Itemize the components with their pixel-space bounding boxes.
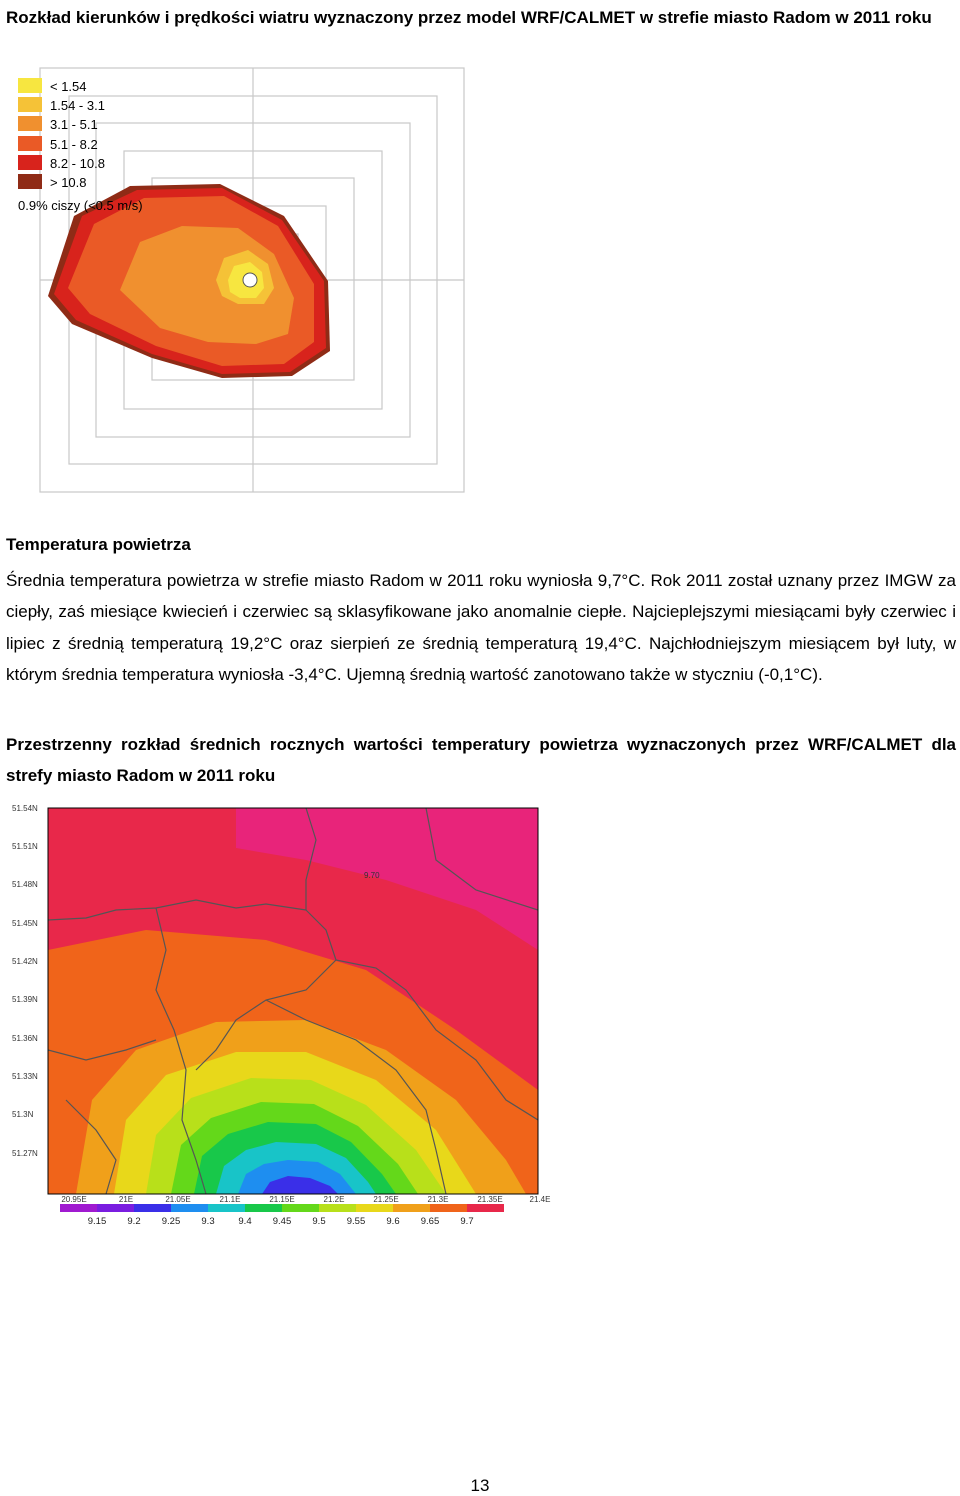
section-heading: Temperatura powietrza: [6, 535, 191, 554]
colorbar-label: 9.55: [346, 1216, 366, 1227]
colorbar-label: 9.5: [312, 1216, 326, 1227]
lon-label: 21E: [118, 1195, 134, 1204]
colorbar-label: 9.25: [161, 1216, 181, 1227]
colorbar-label: 9.3: [201, 1216, 215, 1227]
lon-label: 21.2E: [323, 1195, 345, 1204]
lat-label: 51.3N: [12, 1110, 34, 1119]
lat-label: 51.45N: [12, 919, 38, 928]
latitude-axis: [12, 804, 38, 1158]
page-number: 13: [470, 1476, 490, 1495]
colorbar-label: 9.65: [420, 1216, 440, 1227]
lon-label: 21.25E: [373, 1195, 399, 1204]
colorbar-label: 9.15: [87, 1216, 107, 1227]
lat-label: 51.51N: [12, 842, 38, 851]
legend-label-5: 8.2 - 10.8: [50, 156, 105, 171]
lon-label: 20.95E: [61, 1195, 87, 1204]
temperature-map-figure: [6, 800, 562, 1230]
longitude-axis: [61, 1195, 550, 1204]
lon-label: 21.15E: [269, 1195, 295, 1204]
legend-label-6: > 10.8: [50, 175, 87, 190]
legend-label-1: < 1.54: [50, 79, 87, 94]
lat-label: 51.27N: [12, 1149, 38, 1158]
lon-label: 21.1E: [219, 1195, 241, 1204]
wind-rose-figure: [12, 66, 466, 494]
legend-label-4: 5.1 - 8.2: [50, 137, 98, 152]
lon-label: 21.4E: [529, 1195, 551, 1204]
lat-label: 51.42N: [12, 957, 38, 966]
colorbar-label: 9.4: [238, 1216, 252, 1227]
figure-caption: Przestrzenny rozkład średnich rocznych wartości temperatury powietrza wyznaczonych przez WRF/CALMET dla strefy miasto Radom w 2011 roku: [6, 735, 956, 786]
legend-label-3: 3.1 - 5.1: [50, 117, 98, 132]
colorbar-labels: [88, 1216, 474, 1227]
contour-label: 9.70: [364, 871, 380, 880]
colorbar-label: 9.6: [386, 1216, 400, 1227]
temperature-field: [48, 808, 538, 1194]
colorbar-label: 9.2: [127, 1216, 141, 1227]
page-title: Rozkład kierunków i prędkości wiatru wyznaczony przez model WRF/CALMET w strefie miasto Radom w 2011 roku: [6, 8, 932, 27]
lat-label: 51.48N: [12, 880, 38, 889]
lon-label: 21.35E: [477, 1195, 503, 1204]
lat-label: 51.54N: [12, 804, 38, 813]
lat-label: 51.36N: [12, 1034, 38, 1043]
body-paragraph: Średnia temperatura powietrza w strefie miasto Radom w 2011 roku wyniosła 9,7°C. Rok 2011 został uznany przez IMGW za ciepły, zaś miesiące kwiecień i czerwiec są sklasyfikowane jako anomalnie ciepłe. Najcieplejszymi miesiącami były czerwiec i lipiec z średnią temperaturą 19,2°C oraz sierpień ze średnią temperaturą 19,4°C. Najchłodniejszym miesiącem był luty, w którym średnia temperatura wyniosła -3,4°C. Ujemną średnią wartość zanotowano także w styczniu (-0,1°C).: [6, 571, 956, 684]
lat-label: 51.39N: [12, 995, 38, 1004]
lon-label: 21.05E: [165, 1195, 191, 1204]
lat-label: 51.33N: [12, 1072, 38, 1081]
lon-label: 21.3E: [427, 1195, 449, 1204]
colorbar-label: 9.7: [460, 1216, 474, 1227]
colorbar-label: 9.45: [272, 1216, 292, 1227]
legend-label-2: 1.54 - 3.1: [50, 98, 105, 113]
calm-label: 0.9% ciszy (<0.5 m/s): [18, 198, 143, 213]
colorbar: [60, 1204, 504, 1212]
